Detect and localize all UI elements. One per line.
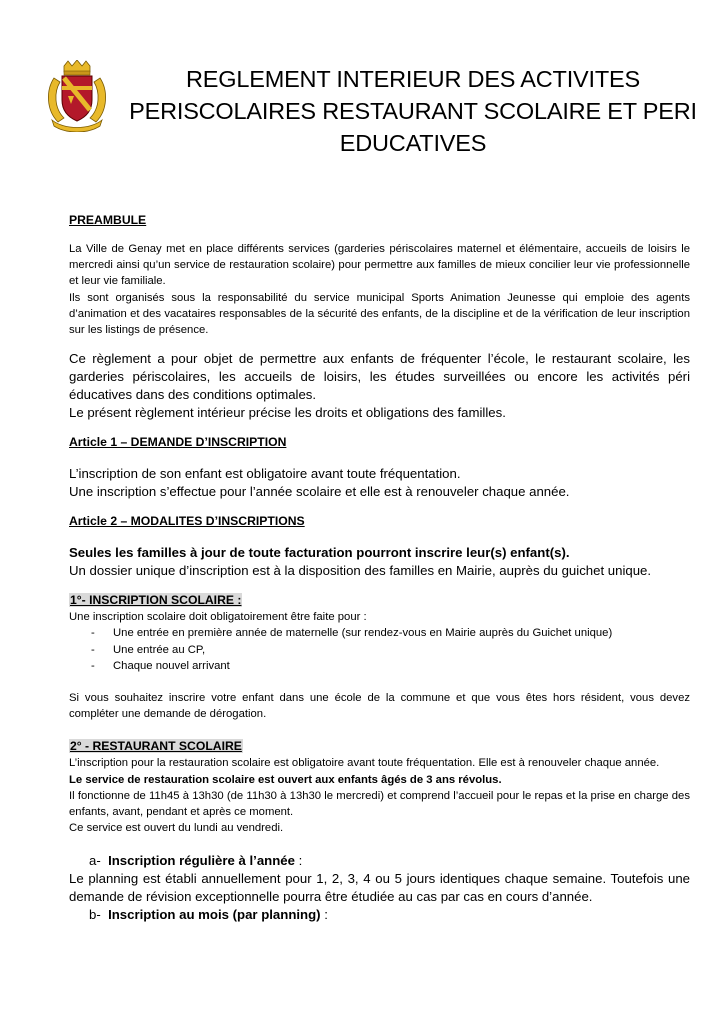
title-line: PERISCOLAIRES RESTAURANT SCOLAIRE ET PERI (129, 98, 697, 124)
article-2-bold-line: Seules les familles à jour de toute facturation pourront inscrire leur(s) enfant(s). (69, 545, 570, 561)
article-1-line: Une inscription s’effectue pour l’année scolaire et elle est à renouveler chaque année. (69, 484, 570, 500)
section-2-heading: 2° - RESTAURANT SCOLAIRE (70, 739, 242, 754)
section-2-paragraph: Ce service est ouvert du lundi au vendredi. (69, 822, 284, 835)
section-2-bold-line: Le service de restauration scolaire est ouvert aux enfants âgés de 3 ans révolus. (69, 773, 502, 786)
subsection-a-suffix: : (294, 853, 303, 869)
list-item: - Chaque nouvel arrivant (69, 658, 690, 674)
genay-coat-of-arms-logo (44, 60, 110, 132)
preambule-paragraph: La Ville de Genay met en place différents services (garderies périscolaires maternel et élémentaire, accueils de loisirs le mercredi ainsi qu’un service de restauration scolaire) pour permettre aux familles de mieux concilier leur vie professionnelle et leur vie familiale. (69, 243, 690, 288)
preambule-paragraph: Le présent règlement intérieur précise les droits et obligations des familles. (69, 405, 506, 421)
subsection-a-marker: a- (89, 853, 101, 869)
preambule-heading: PREAMBULE (69, 213, 147, 227)
document-body (69, 213, 690, 924)
article-2-line: Un dossier unique d’inscription est à la disposition des familles en Mairie, auprès du guichet unique. (69, 563, 652, 579)
section-1-heading: 1°- INSCRIPTION SCOLAIRE : (70, 593, 242, 608)
section-1-note: Si vous souhaitez inscrire votre enfant dans une école de la commune et que vous êtes hors résident, vous devez compléter une demande de dérogation. (69, 692, 690, 721)
preambule-paragraph: Ce règlement a pour objet de permettre aux enfants de fréquenter l’école, le restaurant scolaire, les garderies périscolaires, les accueils de loisirs, les études surveillées ou encore les activités péri éducatives dans des conditions optimales. (69, 351, 690, 403)
section-2-paragraph: Il fonctionne de 11h45 à 13h30 (de 11h30 à 13h30 le mercredi) et comprend l’accueil pour le repas et la prise en charge des enfants, avant, pendant et après ce moment. (69, 789, 690, 819)
section-1-intro: Une inscription scolaire doit obligatoirement être faite pour : (69, 611, 367, 624)
section-2-paragraph: L’inscription pour la restauration scolaire est obligatoire avant toute fréquentation. Elle est à renouveler chaque année. (69, 757, 660, 770)
article-1-heading: Article 1 – DEMANDE D’INSCRIPTION (69, 435, 287, 450)
section-1-list (69, 625, 690, 674)
subsection-a-text: Le planning est établi annuellement pour 1, 2, 3, 4 ou 5 jours identiques chaque semaine. Toutefois une demande de révision exceptionnelle pourra être étudiée au cas par cas en cours d’année. (69, 871, 690, 905)
list-item: - Une entrée en première année de maternelle (sur rendez-vous en Mairie auprès du Guichet unique) (69, 625, 690, 641)
subsection-b-marker: b- (89, 907, 101, 923)
subsection-b-label: Inscription au mois (par planning) (108, 907, 321, 923)
article-1-line: L’inscription de son enfant est obligatoire avant toute fréquentation. (69, 466, 461, 482)
list-item: - Une entrée au CP, (69, 642, 690, 658)
title-line: REGLEMENT INTERIEUR DES ACTIVITES (186, 66, 640, 92)
subsection-b-suffix: : (320, 907, 328, 923)
subsection-b (69, 906, 690, 924)
title-line: EDUCATIVES (339, 130, 487, 156)
article-2-heading: Article 2 – MODALITES D’INSCRIPTIONS (69, 514, 305, 529)
subsection-a (69, 852, 690, 870)
subsection-a-label: Inscription régulière à l’année (108, 853, 295, 869)
document-title (118, 63, 708, 159)
preambule-paragraph: Ils sont organisés sous la responsabilité du service municipal Sports Animation Jeunesse qui emploie des agents d’animation et des vacataires responsables de la sécurité des enfants, de la discipline et de la vérification de leur inscription sur les listings de présence. (69, 291, 690, 337)
